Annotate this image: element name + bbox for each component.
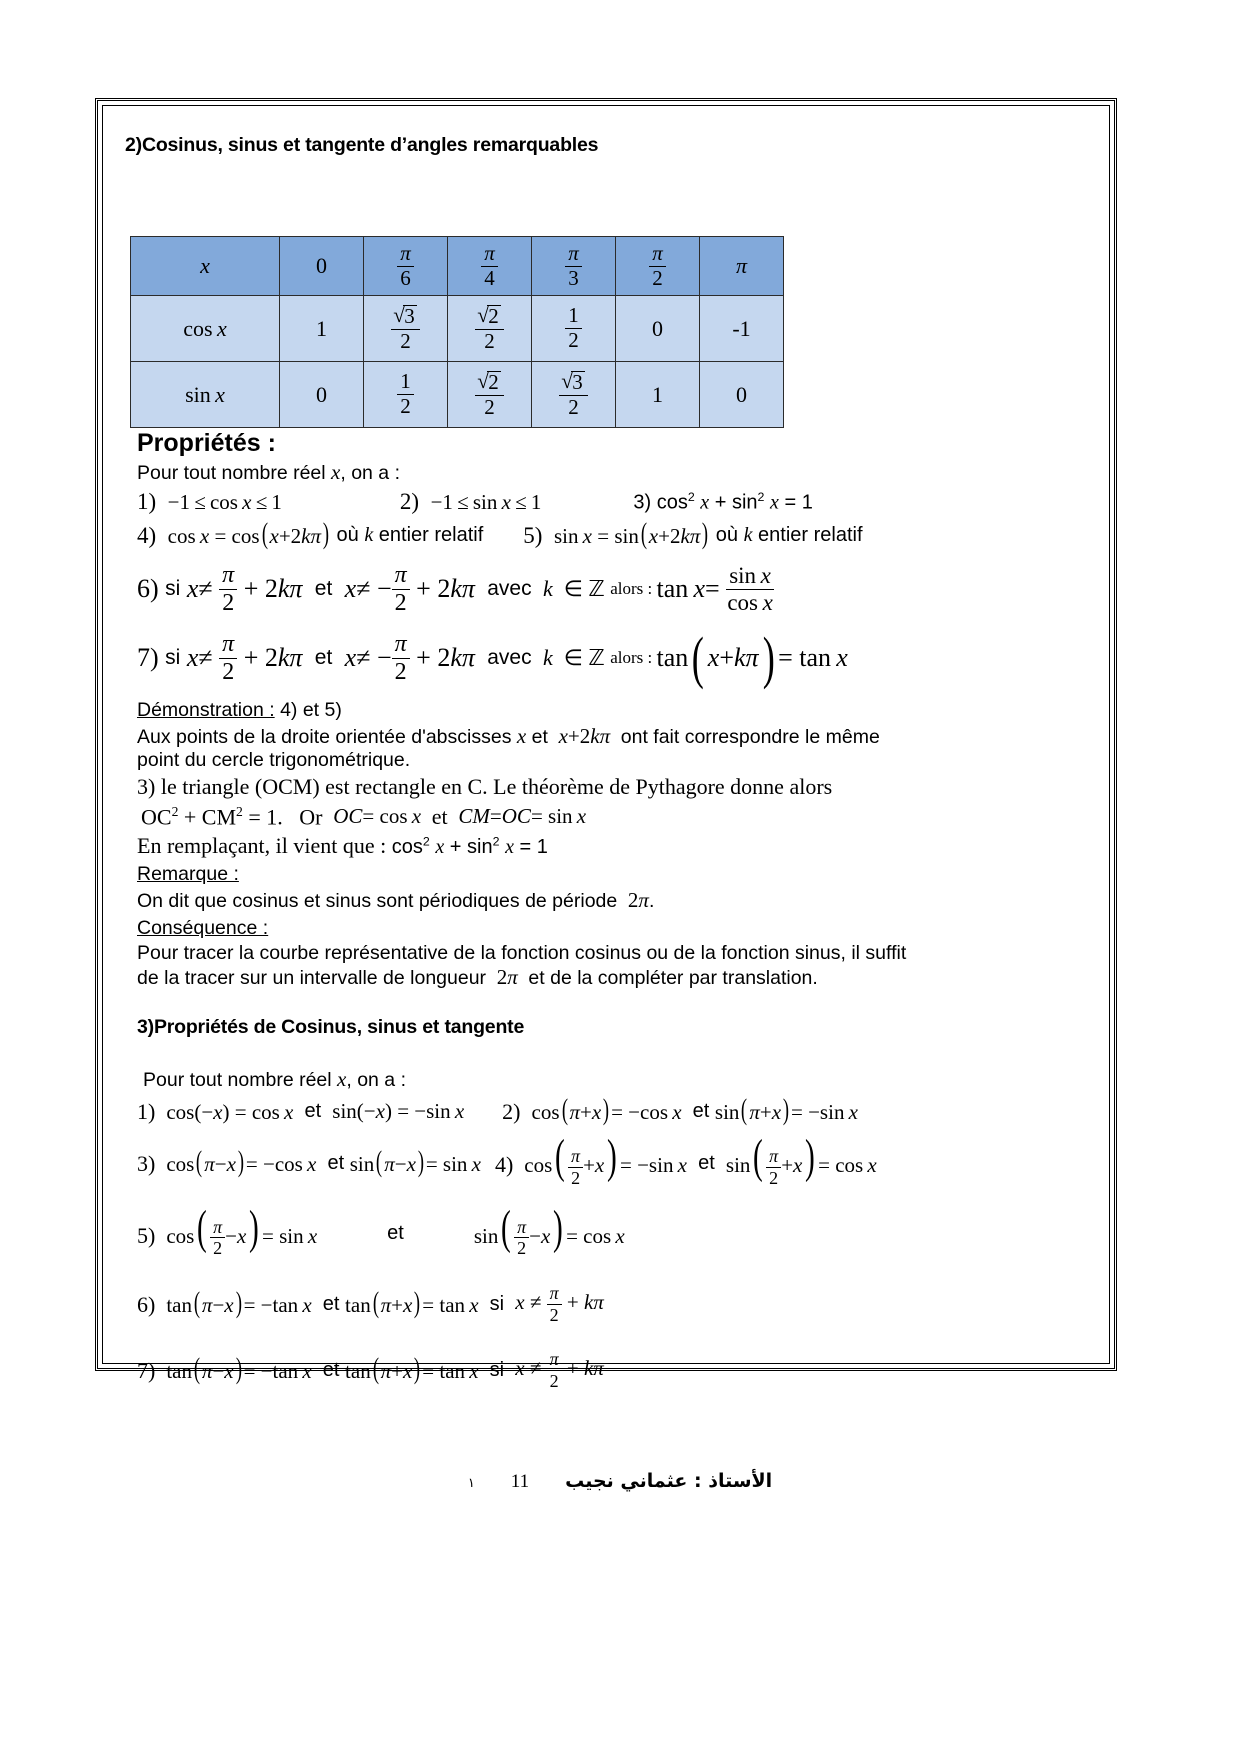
remarkable-angles-table xyxy=(130,236,784,428)
demonstration-line-4: $OC^2 + CM^2 = 1$. Or OC = cos x et CM = OC = sin x xyxy=(141,803,587,830)
table-cell-cos-label: cos x xyxy=(131,296,280,362)
properties-row-123 xyxy=(137,489,1095,515)
demonstration-label: Démonstration : xyxy=(137,698,275,721)
page-border-frame xyxy=(95,98,1117,1392)
property-item-1: 1) −1 ≤ cos x ≤ 1 xyxy=(137,489,282,514)
table-cell-sin-pi3: √ $\frac{3}{2}$ xyxy=(532,362,616,428)
heading-section-2: 2)Cosinus, sinus et tangente d’angles remarquables xyxy=(125,134,599,156)
property-item-4: 4) cos x = cos(x+2kπ) où k entier relatif xyxy=(137,517,484,550)
table-cell-sin-pi: 0 xyxy=(700,362,784,428)
heading-section-3: 3)Propriétés de Cosinus, sinus et tangente xyxy=(137,1016,525,1039)
section3-row-34: 3) cos(π−x)= −cos x et sin(π−x)= sin x 4) cos( $\frac{\pi}{2}$ +x) = −sin x et sin( $\frac{\pi}{2}$ +x) = cos x xyxy=(137,1131,877,1188)
demonstration-line-3: 3) le triangle (OCM) est rectangle en C. Le théorème de Pythagore donne alors xyxy=(137,773,833,799)
table-cell-header-0: 0 xyxy=(280,237,364,296)
consequence-line-2: de la tracer sur un intervalle de longueur 2 π et de la compléter par translation. xyxy=(137,965,818,990)
demonstration-line-5: En remplaçant, il vient que : $\cos^2 x + \sin^2 x = 1$ xyxy=(137,833,548,859)
demonstration-line-2: point du cercle trigonométrique. xyxy=(137,748,411,771)
demonstration-line-1: Aux points de la droite orientée d'abscisses x et x +2 k π ont fait correspondre le même xyxy=(137,723,880,748)
footer-page-number: 11 xyxy=(510,1471,530,1492)
table-cell-header-pi2: $\frac{\pi}{2}$ xyxy=(616,237,700,296)
property-item-6: 6) si x ≠ $\frac{\pi}{2}$ + 2 k π et x ≠ − $\frac{\pi}{2}$ + 2 k π avec k ∈ ℤ alors : tan x = $\frac{\text{sin x}}{\text{cos x}}$ xyxy=(137,562,773,616)
consequence-line-1: Pour tracer la courbe représentative de la fonction cosinus ou de la fonction sinus, il suffit xyxy=(137,942,907,965)
section3-item-6: 6) tan(π−x)= −tan x et tan(π+x)= tan x si x ≠ $\frac{\pi}{2}$ + kπ xyxy=(137,1282,604,1325)
properties-row-45 xyxy=(137,517,1095,550)
demonstration-header xyxy=(137,699,1095,722)
table-cell-cos-0: 1 xyxy=(280,296,364,362)
table-cell-header-pi4: $\frac{\pi}{4}$ xyxy=(448,237,532,296)
table-row-cos xyxy=(131,296,784,362)
section3-item-4: 4) cos( $\frac{\pi}{2}$ +x) = −sin x xyxy=(494,1131,687,1188)
table-cell-cos-pi2: 0 xyxy=(616,296,700,362)
section3-intro: Pour tout nombre réel x, on a : xyxy=(143,1067,406,1092)
consequence-label: Conséquence : xyxy=(137,917,269,940)
table-header-row xyxy=(131,237,784,296)
property-item-2: 2) −1 ≤ sin x ≤ 1 xyxy=(399,489,542,514)
section3-item-7: 7) tan(π−x)= −tan x et tan(π+x)= tan x si x ≠ $\frac{\pi}{2}$ + kπ xyxy=(137,1349,604,1392)
footer-author: الأستاذ : عثماني نجيب xyxy=(565,1470,773,1492)
table-cell-cos-pi3: $\frac{1}{2}$ xyxy=(532,296,616,362)
table-cell-header-label: x xyxy=(131,237,280,296)
properties-intro: Pour tout nombre réel x, on a : xyxy=(137,460,400,484)
page-footer xyxy=(0,1470,1240,1493)
demonstration-label-suffix: 4) et 5) xyxy=(274,698,342,721)
table-cell-sin-pi6: $\frac{1}{2}$ xyxy=(364,362,448,428)
table-cell-cos-pi6: √ $\frac{3}{2}$ xyxy=(364,296,448,362)
table-cell-sin-pi4: √ $\frac{2}{2}$ xyxy=(448,362,532,428)
table-cell-sin-label: sin x xyxy=(131,362,280,428)
table-cell-header-pi6: $\frac{\pi}{6}$ xyxy=(364,237,448,296)
remark-label: Remarque : xyxy=(137,863,239,886)
page-inner-border xyxy=(102,105,1110,1392)
table-cell-sin-pi2: 1 xyxy=(616,362,700,428)
footer-mark: ١ xyxy=(467,1475,475,1490)
table-cell-sin-0: 0 xyxy=(280,362,364,428)
table-row-sin xyxy=(131,362,784,428)
section3-row-5: 5) cos( $\frac{\pi}{2}$ −x) = sin x et sin( $\frac{\pi}{2}$ −x) = cos x xyxy=(137,1201,625,1259)
section3-row-12: 1) cos(−x) = cos x et sin(−x) = −sin x 2) cos(π+x)= −cos x et sin(π+x)= −sin x xyxy=(137,1093,858,1127)
consequence-header xyxy=(137,917,1095,940)
property-item-5: 5) sin x = sin(x+2kπ) où k entier relatif xyxy=(523,517,863,550)
section3-item-1: 1) cos(−x) = cos x xyxy=(137,1098,294,1124)
property-item-3: 3) $\cos^2 x + \sin^2 x = 1$ xyxy=(633,489,813,514)
remark-text: On dit que cosinus et sinus sont périodiques de période 2 π . xyxy=(137,888,655,913)
section3-item-3: 3) cos(π−x)= −cos x xyxy=(137,1144,317,1178)
property-item-7: 7) si x ≠ $\frac{\pi}{2}$ + 2 k π et x ≠ − $\frac{\pi}{2}$ + 2 k π avec k ∈ ℤ alors : tan ( x + k π ) = tan x xyxy=(137,624,848,690)
table-cell-cos-pi: -1 xyxy=(700,296,784,362)
page-content xyxy=(125,126,1095,1392)
remark-header xyxy=(137,863,1095,886)
section3-item-2: 2) cos(π+x)= −cos x xyxy=(502,1093,682,1127)
properties-title: Propriétés : xyxy=(137,429,276,457)
section3-item-5: 5) cos( $\frac{\pi}{2}$ −x) = sin x xyxy=(137,1201,318,1259)
section3-item-5b: sin( $\frac{\pi}{2}$ −x) = cos x xyxy=(473,1201,625,1259)
table-cell-cos-pi4: √ $\frac{2}{2}$ xyxy=(448,296,532,362)
table-cell-header-pi: π xyxy=(700,237,784,296)
table-cell-header-pi3: $\frac{\pi}{3}$ xyxy=(532,237,616,296)
